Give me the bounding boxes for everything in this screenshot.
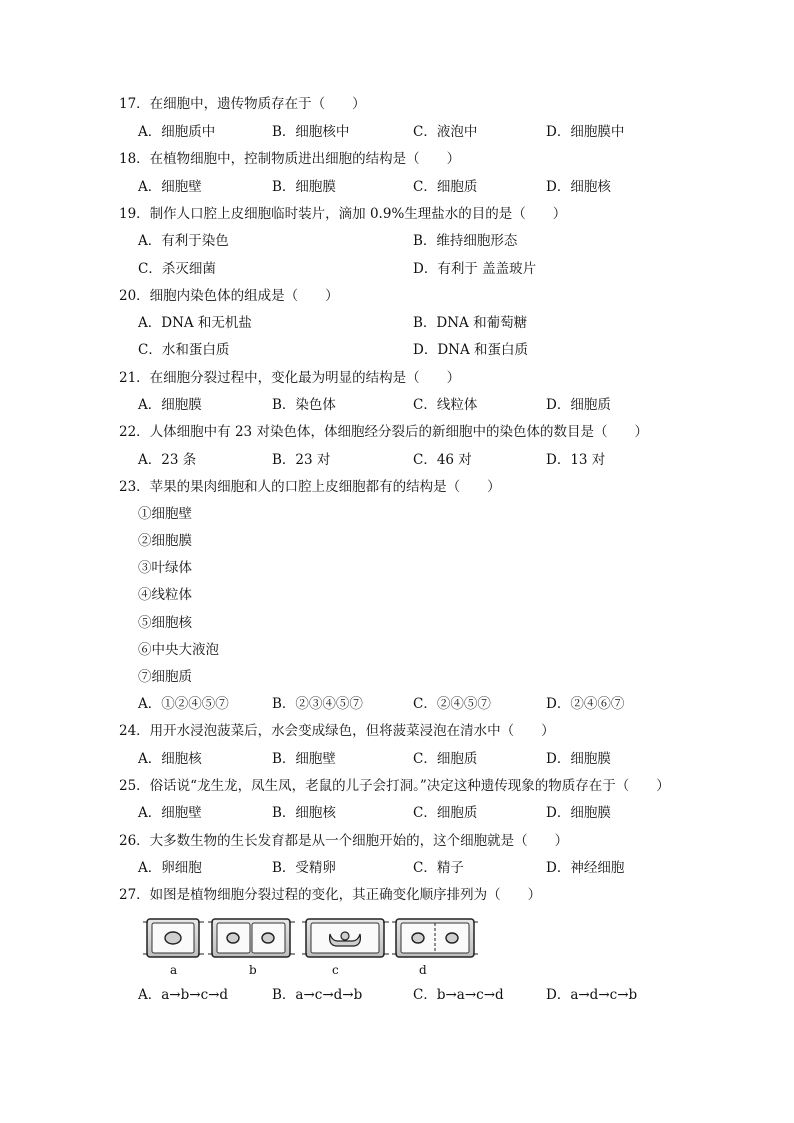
option-a[interactable]: A．①②④⑤⑦ [138,696,229,712]
list-item: ①细胞壁 [138,506,192,522]
option-b[interactable]: B．受精卵 [272,860,336,876]
option-c[interactable]: C．杀灭细菌 [138,261,216,277]
cell-b-diagram [208,919,295,957]
option-a[interactable]: A．细胞膜 [138,397,202,413]
option-d[interactable]: D．细胞膜 [546,805,611,821]
option-b[interactable]: B．细胞核 [272,805,336,821]
cell-division-figure [140,914,480,980]
option-a[interactable]: A．DNA 和无机盐 [138,315,252,331]
cell-a-diagram [143,919,204,957]
option-b[interactable]: B．维持细胞形态 [413,233,518,249]
figure-label-b: b [249,963,257,977]
option-c[interactable]: C．线粒体 [413,397,478,413]
options-row-19b [138,260,758,278]
options-row-27 [138,986,758,1004]
option-a[interactable]: A．有利于染色 [138,233,229,249]
option-c[interactable]: C．细胞质 [413,751,478,767]
options-row-22 [138,451,758,469]
options-row-18 [138,178,758,196]
question-stem-25: 25．俗话说“龙生龙，凤生凤，老鼠的儿子会打洞。”决定这种遗传现象的物质存在于（ ） [119,778,670,794]
option-a[interactable]: A．细胞壁 [138,179,202,195]
list-item: ④线粒体 [138,587,192,603]
option-c[interactable]: C．细胞质 [413,179,478,195]
option-d[interactable]: D．细胞膜 [546,751,611,767]
option-b[interactable]: B．细胞核中 [272,124,350,140]
options-row-20b [138,341,758,359]
option-d[interactable]: D．有利于 盖盖玻片 [413,261,537,277]
cell-d-diagram [392,919,478,957]
option-b[interactable]: B．23 对 [272,452,331,468]
question-stem-23: 23．苹果的果肉细胞和人的口腔上皮细胞都有的结构是（ ） [119,479,501,495]
question-stem-24: 24．用开水浸泡菠菜后，水会变成绿色，但将菠菜浸泡在清水中（ ） [119,723,555,739]
option-b[interactable]: B．染色体 [272,397,336,413]
option-b[interactable]: B．a→c→d→b [272,987,363,1003]
option-d[interactable]: D．DNA 和蛋白质 [413,342,529,358]
list-item: ⑥中央大液泡 [138,642,219,658]
options-row-24 [138,750,758,768]
option-d[interactable]: D．细胞膜中 [546,124,625,140]
figure-label-d: d [419,963,427,977]
option-c[interactable]: C．水和蛋白质 [138,342,230,358]
options-row-20a [138,314,758,332]
options-row-21 [138,396,758,414]
option-c[interactable]: C．精子 [413,860,464,876]
list-item: ⑤细胞核 [138,615,192,631]
option-c[interactable]: C．②④⑤⑦ [413,696,491,712]
option-b[interactable]: B．②③④⑤⑦ [272,696,363,712]
figure-label-c: c [332,963,339,977]
option-c[interactable]: C．46 对 [413,452,472,468]
options-row-25 [138,804,758,822]
option-b[interactable]: B．细胞壁 [272,751,336,767]
option-d[interactable]: D．②④⑥⑦ [546,696,625,712]
option-c[interactable]: C．液泡中 [413,124,478,140]
option-a[interactable]: A．细胞壁 [138,805,202,821]
question-stem-27: 27．如图是植物细胞分裂过程的变化，其正确变化顺序排列为（ ） [119,887,542,903]
list-item: ⑦细胞质 [138,669,192,685]
option-c[interactable]: C．细胞质 [413,805,478,821]
option-b[interactable]: B．细胞膜 [272,179,336,195]
list-item: ③叶绿体 [138,560,192,576]
figure-label-a: a [170,963,178,977]
options-row-19a [138,232,758,250]
option-a[interactable]: A．卵细胞 [138,860,202,876]
question-stem-21: 21．在细胞分裂过程中，变化最为明显的结构是（ ） [119,370,461,386]
option-a[interactable]: A．细胞核 [138,751,202,767]
question-stem-17: 17．在细胞中，遗传物质存在于（ ） [119,96,366,112]
question-stem-18: 18．在植物细胞中，控制物质进出细胞的结构是（ ） [119,151,461,167]
option-d[interactable]: D．细胞核 [546,179,611,195]
options-row-23 [138,695,758,713]
option-d[interactable]: D．神经细胞 [546,860,625,876]
option-b[interactable]: B．DNA 和葡萄糖 [413,315,528,331]
option-a[interactable]: A．23 条 [138,452,197,468]
option-d[interactable]: D．13 对 [546,452,606,468]
option-c[interactable]: C．b→a→c→d [413,987,504,1003]
list-item: ②细胞膜 [138,533,192,549]
cell-c-diagram [302,919,389,957]
option-a[interactable]: A．a→b→c→d [138,987,229,1003]
question-stem-26: 26．大多数生物的生长发育都是从一个细胞开始的，这个细胞就是（ ） [119,833,569,849]
question-stem-19: 19．制作人口腔上皮细胞临时装片，滴加 0.9%生理盐水的目的是（ ） [119,206,567,222]
question-stem-22: 22．人体细胞中有 23 对染色体，体细胞经分裂后的新细胞中的染色体的数目是（ ） [119,424,648,440]
options-row-17 [138,123,758,141]
option-a[interactable]: A．细胞质中 [138,124,216,140]
question-stem-20: 20．细胞内染色体的组成是（ ） [119,288,339,304]
option-d[interactable]: D．a→d→c→b [546,987,638,1003]
option-d[interactable]: D．细胞质 [546,397,611,413]
options-row-26 [138,859,758,877]
